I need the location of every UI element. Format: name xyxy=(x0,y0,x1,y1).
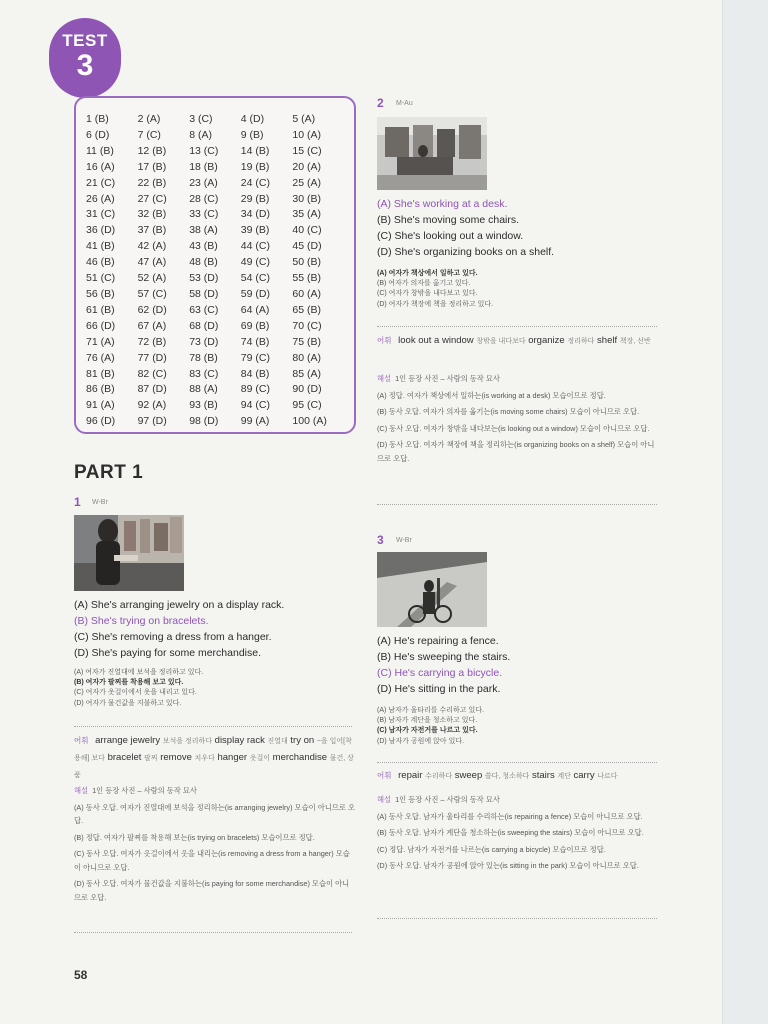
vocab-term: carry xyxy=(573,770,595,781)
q2-option-c: (C) She's looking out a window. xyxy=(377,230,524,242)
answer-item: 12 (B) xyxy=(137,144,167,157)
q3-ko-b: (B) 남자가 계단을 청소하고 있다. xyxy=(377,717,478,725)
answer-item: 78 (B) xyxy=(189,351,218,364)
q2-photo-image xyxy=(377,117,487,190)
answer-item: 70 (C) xyxy=(292,319,322,332)
q3-expl-label: 해설 xyxy=(377,795,392,804)
q1-vocab xyxy=(74,733,356,784)
answer-item: 38 (A) xyxy=(189,224,218,237)
q3-option-c: (C) He's carrying a bicycle. xyxy=(377,667,503,679)
q2-number: 2 xyxy=(377,96,384,110)
answer-item: 94 (C) xyxy=(240,399,270,412)
test-badge xyxy=(49,18,121,98)
part-title: PART 1 xyxy=(74,462,144,483)
answer-key-box xyxy=(74,96,356,434)
vocab-meaning: 수리하다 xyxy=(425,773,453,780)
answer-item: 33 (C) xyxy=(189,208,219,221)
q1-photo xyxy=(74,515,184,591)
vocab-term: sweep xyxy=(454,770,483,781)
vocab-meaning: ~을 입어[착용해] 보다 xyxy=(74,738,352,762)
answer-item: 69 (B) xyxy=(240,319,270,332)
q3-ko-c: (C) 남자가 자전거를 나르고 있다. xyxy=(377,727,478,735)
q2-expl-label: 해설 xyxy=(377,374,392,383)
answer-item: 55 (B) xyxy=(292,272,321,285)
answer-item: 27 (C) xyxy=(137,192,167,205)
answer-item: 61 (B) xyxy=(86,303,115,316)
q1-explanation xyxy=(74,784,356,907)
answer-item: 34 (D) xyxy=(240,208,270,221)
q1-expl-label: 해설 xyxy=(74,786,89,795)
vocab-term: repair xyxy=(398,770,423,781)
q1-number: 1 xyxy=(74,495,81,509)
vocab-term: display rack xyxy=(214,735,265,746)
answer-item: 83 (C) xyxy=(189,367,219,380)
q3-photo-image xyxy=(377,552,487,627)
answer-item: 77 (D) xyxy=(137,351,167,364)
q1-option-b: (B) She's trying on bracelets. xyxy=(74,615,209,627)
answer-item: 51 (C) xyxy=(86,272,116,285)
q2-expl-d: (D) 동사 오답. 여자가 책장에 책을 정리하는(is organizing books on a shelf) 모습이 아니므로 오답. xyxy=(377,440,655,463)
vocab-meaning: 옷걸이 xyxy=(249,755,271,762)
vocab-meaning: 치우다 xyxy=(194,755,215,762)
q3-ko-options xyxy=(377,706,667,747)
answer-item: 16 (A) xyxy=(86,160,115,173)
vocab-term: remove xyxy=(160,752,192,763)
q2-option-d: (D) She's organizing books on a shelf. xyxy=(377,246,555,258)
q2-ko-b: (B) 여자가 의자를 옮기고 있다. xyxy=(377,280,471,288)
answer-item: 92 (A) xyxy=(137,399,167,412)
answer-item: 95 (C) xyxy=(292,399,322,412)
q1-ko-options xyxy=(74,668,364,709)
answer-item: 10 (A) xyxy=(292,128,321,141)
answer-item: 40 (C) xyxy=(292,224,322,237)
answer-item: 57 (C) xyxy=(137,287,167,300)
q1-expl-c: (C) 동사 오답. 여자가 옷걸이에서 옷을 내리는(is removing a dress from a hanger) 모습이 아니므로 오답. xyxy=(74,849,350,872)
vocab-term: stairs xyxy=(532,770,555,781)
answer-item: 17 (B) xyxy=(137,160,167,173)
answer-item: 50 (B) xyxy=(292,256,321,269)
vocab-meaning: 책장, 선반 xyxy=(619,338,651,345)
page-number: 58 xyxy=(74,968,88,982)
q3-photo xyxy=(377,552,487,627)
q3-vocab-label: 어휘 xyxy=(377,771,392,780)
q3-expl-title: 1인 등장 사진 – 사람의 동작 묘사 xyxy=(395,795,500,804)
q2-expl-b: (B) 동사 오답. 여자가 의자를 옮기는(is moving some chairs) 모습이 아니므로 오답. xyxy=(377,407,640,416)
answer-item: 96 (D) xyxy=(86,415,116,428)
answer-item: 13 (C) xyxy=(189,144,219,157)
answer-item: 75 (B) xyxy=(292,335,321,348)
answer-item: 98 (D) xyxy=(189,415,219,428)
q2-option-a: (A) She's working at a desk. xyxy=(377,198,508,210)
answer-item: 84 (B) xyxy=(240,367,270,380)
q3-expl-c: (C) 정답. 남자가 자전거를 나르는(is carrying a bicycle) 모습이므로 정답. xyxy=(377,844,606,854)
page-edge xyxy=(722,0,768,1024)
answer-item: 44 (C) xyxy=(240,240,270,253)
vocab-term: hanger xyxy=(217,752,248,763)
answer-item: 71 (A) xyxy=(86,335,115,348)
q3-expl-a: (A) 동사 오답. 남자가 울타리를 수리하는(is repairing a fence) 모습이 아니므로 오답. xyxy=(377,811,643,821)
answer-item: 87 (D) xyxy=(137,383,167,396)
answer-key-grid xyxy=(86,112,344,430)
answer-item: 60 (A) xyxy=(292,287,321,300)
divider xyxy=(377,918,657,919)
test-badge-number: 3 xyxy=(76,49,94,82)
answer-item: 26 (A) xyxy=(86,192,115,205)
q1-photo-image xyxy=(74,515,184,591)
answer-item: 37 (B) xyxy=(137,224,167,237)
q1-vocab-label: 어휘 xyxy=(74,736,89,745)
vocab-meaning: 물건, 상품 xyxy=(74,755,354,779)
vocab-term: arrange jewelry xyxy=(95,735,161,746)
answer-item: 22 (B) xyxy=(137,176,167,189)
answer-item: 21 (C) xyxy=(86,176,116,189)
q3-vocab xyxy=(377,768,659,785)
answer-item: 24 (C) xyxy=(240,176,270,189)
q3-expl-d: (D) 동사 오답. 남자가 공원에 앉아 있는(is sitting in the park) 모습이 아니므로 오답. xyxy=(377,861,639,870)
answer-item: 8 (A) xyxy=(189,128,212,141)
answer-item: 73 (D) xyxy=(189,335,219,348)
answer-item: 64 (A) xyxy=(240,303,270,316)
q1-option-a: (A) She's arranging jewelry on a display rack. xyxy=(74,599,285,611)
q1-ko-c: (C) 여자가 옷걸이에서 옷을 내리고 있다. xyxy=(74,689,197,697)
q3-speaker: W-Br xyxy=(396,537,412,544)
answer-item: 19 (B) xyxy=(240,160,270,173)
answer-item: 4 (D) xyxy=(240,113,265,125)
answer-item: 42 (A) xyxy=(137,240,167,253)
answer-item: 76 (A) xyxy=(86,351,115,364)
answer-item: 39 (B) xyxy=(240,224,270,237)
answer-item: 100 (A) xyxy=(292,415,327,428)
q1-options xyxy=(74,597,364,661)
q2-ko-options xyxy=(377,269,667,310)
answer-item: 91 (A) xyxy=(86,399,115,412)
q2-ko-c: (C) 여자가 창밖을 내다보고 있다. xyxy=(377,290,478,298)
answer-item: 7 (C) xyxy=(137,128,161,141)
q2-vocab xyxy=(377,333,659,350)
answer-item: 45 (D) xyxy=(292,240,322,253)
answer-item: 35 (A) xyxy=(292,208,321,221)
answer-item: 20 (A) xyxy=(292,160,321,173)
answer-item: 2 (A) xyxy=(137,113,161,125)
q2-explanation xyxy=(377,372,659,468)
answer-item: 54 (C) xyxy=(240,272,270,285)
answer-item: 52 (A) xyxy=(137,272,167,285)
answer-item: 15 (C) xyxy=(292,144,322,157)
answer-item: 86 (B) xyxy=(86,383,115,396)
answer-item: 89 (C) xyxy=(240,383,270,396)
answer-item: 11 (B) xyxy=(86,144,114,157)
answer-item: 80 (A) xyxy=(292,351,321,364)
answer-item: 47 (A) xyxy=(137,256,167,269)
divider xyxy=(74,726,352,727)
answer-item: 63 (C) xyxy=(189,303,219,316)
answer-item: 5 (A) xyxy=(292,113,316,125)
vocab-term: try on xyxy=(290,735,315,746)
answer-item: 43 (B) xyxy=(189,240,218,253)
q2-ko-d: (D) 여자가 책장에 책을 정리하고 있다. xyxy=(377,300,494,308)
divider xyxy=(377,762,657,763)
answer-item: 79 (C) xyxy=(240,351,270,364)
q3-ko-a: (A) 남자가 울타리를 수리하고 있다. xyxy=(377,707,484,714)
answer-item: 18 (B) xyxy=(189,160,218,173)
q2-expl-c: (C) 동사 오답. 여자가 창밖을 내다보는(is looking out a window) 모습이 아니므로 오답. xyxy=(377,423,650,433)
q2-photo xyxy=(377,117,487,190)
answer-item: 99 (A) xyxy=(240,415,270,428)
vocab-meaning: 창밖을 내다보다 xyxy=(476,338,526,345)
q3-options xyxy=(377,633,677,697)
answer-item: 49 (C) xyxy=(240,256,270,269)
q3-option-a: (A) He's repairing a fence. xyxy=(377,635,499,647)
vocab-meaning: 쓸다, 청소하다 xyxy=(484,773,530,780)
vocab-term: merchandise xyxy=(272,752,328,763)
answer-item: 88 (A) xyxy=(189,383,218,396)
answer-item: 1 (B) xyxy=(86,113,109,125)
q1-option-d: (D) She's paying for some merchandise. xyxy=(74,647,262,659)
q2-options xyxy=(377,196,677,260)
q2-vocab-label: 어휘 xyxy=(377,336,392,345)
answer-item: 68 (D) xyxy=(189,319,219,332)
answer-item: 14 (B) xyxy=(240,144,270,157)
vocab-term: shelf xyxy=(597,335,618,346)
answer-item: 36 (D) xyxy=(86,224,116,237)
divider xyxy=(74,932,352,933)
answer-item: 97 (D) xyxy=(137,415,167,428)
vocab-meaning: 팔찌 xyxy=(144,755,158,762)
vocab-meaning: 나르다 xyxy=(597,773,618,780)
answer-item: 6 (D) xyxy=(86,128,110,141)
answer-item: 90 (D) xyxy=(292,383,322,396)
q1-expl-b: (B) 정답. 여자가 팔찌를 착용해 보는(is trying on bracelets) 모습이므로 정답. xyxy=(74,832,315,842)
q2-expl-a: (A) 정답. 여자가 책상에서 일하는(is working at a desk) 모습이므로 정답. xyxy=(377,390,606,400)
answer-item: 46 (B) xyxy=(86,256,115,269)
answer-item: 29 (B) xyxy=(240,192,270,205)
q1-ko-a: (A) 여자가 진열대에 보석을 정리하고 있다. xyxy=(74,669,204,676)
answer-item: 23 (A) xyxy=(189,176,218,189)
divider xyxy=(377,504,657,505)
answer-item: 28 (C) xyxy=(189,192,219,205)
answer-item: 74 (B) xyxy=(240,335,270,348)
q3-option-b: (B) He's sweeping the stairs. xyxy=(377,651,511,663)
answer-item: 32 (B) xyxy=(137,208,167,221)
answer-item: 3 (C) xyxy=(189,113,213,125)
answer-item: 56 (B) xyxy=(86,287,115,300)
answer-item: 81 (B) xyxy=(86,367,115,380)
vocab-term: organize xyxy=(528,335,565,346)
q3-explanation xyxy=(377,793,659,876)
q3-expl-b: (B) 동사 오답. 남자가 계단을 청소하는(is sweeping the stairs) 모습이 아니므로 오답. xyxy=(377,828,644,837)
vocab-meaning: 진열대 xyxy=(267,738,288,745)
answer-item: 62 (D) xyxy=(137,303,167,316)
q1-speaker: W-Br xyxy=(92,499,108,506)
q1-expl-title: 1인 등장 사진 – 사람의 동작 묘사 xyxy=(92,786,197,795)
q2-speaker: M-Au xyxy=(396,100,413,107)
answer-item: 31 (C) xyxy=(86,208,116,221)
vocab-meaning: 보석을 정리하다 xyxy=(162,738,213,745)
answer-item: 59 (D) xyxy=(240,287,270,300)
answer-item: 53 (D) xyxy=(189,272,219,285)
vocab-meaning: 계단 xyxy=(557,773,571,780)
answer-item: 41 (B) xyxy=(86,240,115,253)
q3-number: 3 xyxy=(377,533,384,547)
q3-option-d: (D) He's sitting in the park. xyxy=(377,683,501,695)
answer-item: 65 (B) xyxy=(292,303,321,316)
answer-item: 48 (B) xyxy=(189,256,218,269)
answer-item: 25 (A) xyxy=(292,176,321,189)
q2-option-b: (B) She's moving some chairs. xyxy=(377,214,520,226)
divider xyxy=(377,326,657,327)
q2-ko-a: (A) 여자가 책상에서 일하고 있다. xyxy=(377,270,478,277)
answer-item: 58 (D) xyxy=(189,287,219,300)
answer-item: 93 (B) xyxy=(189,399,218,412)
q1-expl-a: (A) 동사 오답. 여자가 진열대에 보석을 정리하는(is arranging jewelry) 모습이 아니므로 오답. xyxy=(74,802,355,825)
q3-ko-d: (D) 남자가 공원에 앉아 있다. xyxy=(377,737,465,745)
q1-option-c: (C) She's removing a dress from a hanger. xyxy=(74,631,272,643)
answer-item: 30 (B) xyxy=(292,192,321,205)
q1-expl-d: (D) 동사 오답. 여자가 물건값을 지불하는(is paying for some merchandise) 모습이 아니므로 오답. xyxy=(74,879,350,902)
vocab-term: look out a window xyxy=(398,335,474,346)
answer-item: 67 (A) xyxy=(137,319,167,332)
answer-item: 9 (B) xyxy=(240,128,264,141)
answer-item: 72 (B) xyxy=(137,335,167,348)
answer-item: 66 (D) xyxy=(86,319,116,332)
answer-item: 85 (A) xyxy=(292,367,321,380)
vocab-term: bracelet xyxy=(107,752,142,763)
answer-item: 82 (C) xyxy=(137,367,167,380)
q1-ko-b: (B) 여자가 팔찌를 착용해 보고 있다. xyxy=(74,679,184,687)
test-badge-label: TEST xyxy=(62,31,108,50)
q2-expl-title: 1인 등장 사진 – 사람의 동작 묘사 xyxy=(395,374,500,383)
vocab-meaning: 정리하다 xyxy=(567,338,595,345)
q1-ko-d: (D) 여자가 물건값을 지불하고 있다. xyxy=(74,699,182,707)
